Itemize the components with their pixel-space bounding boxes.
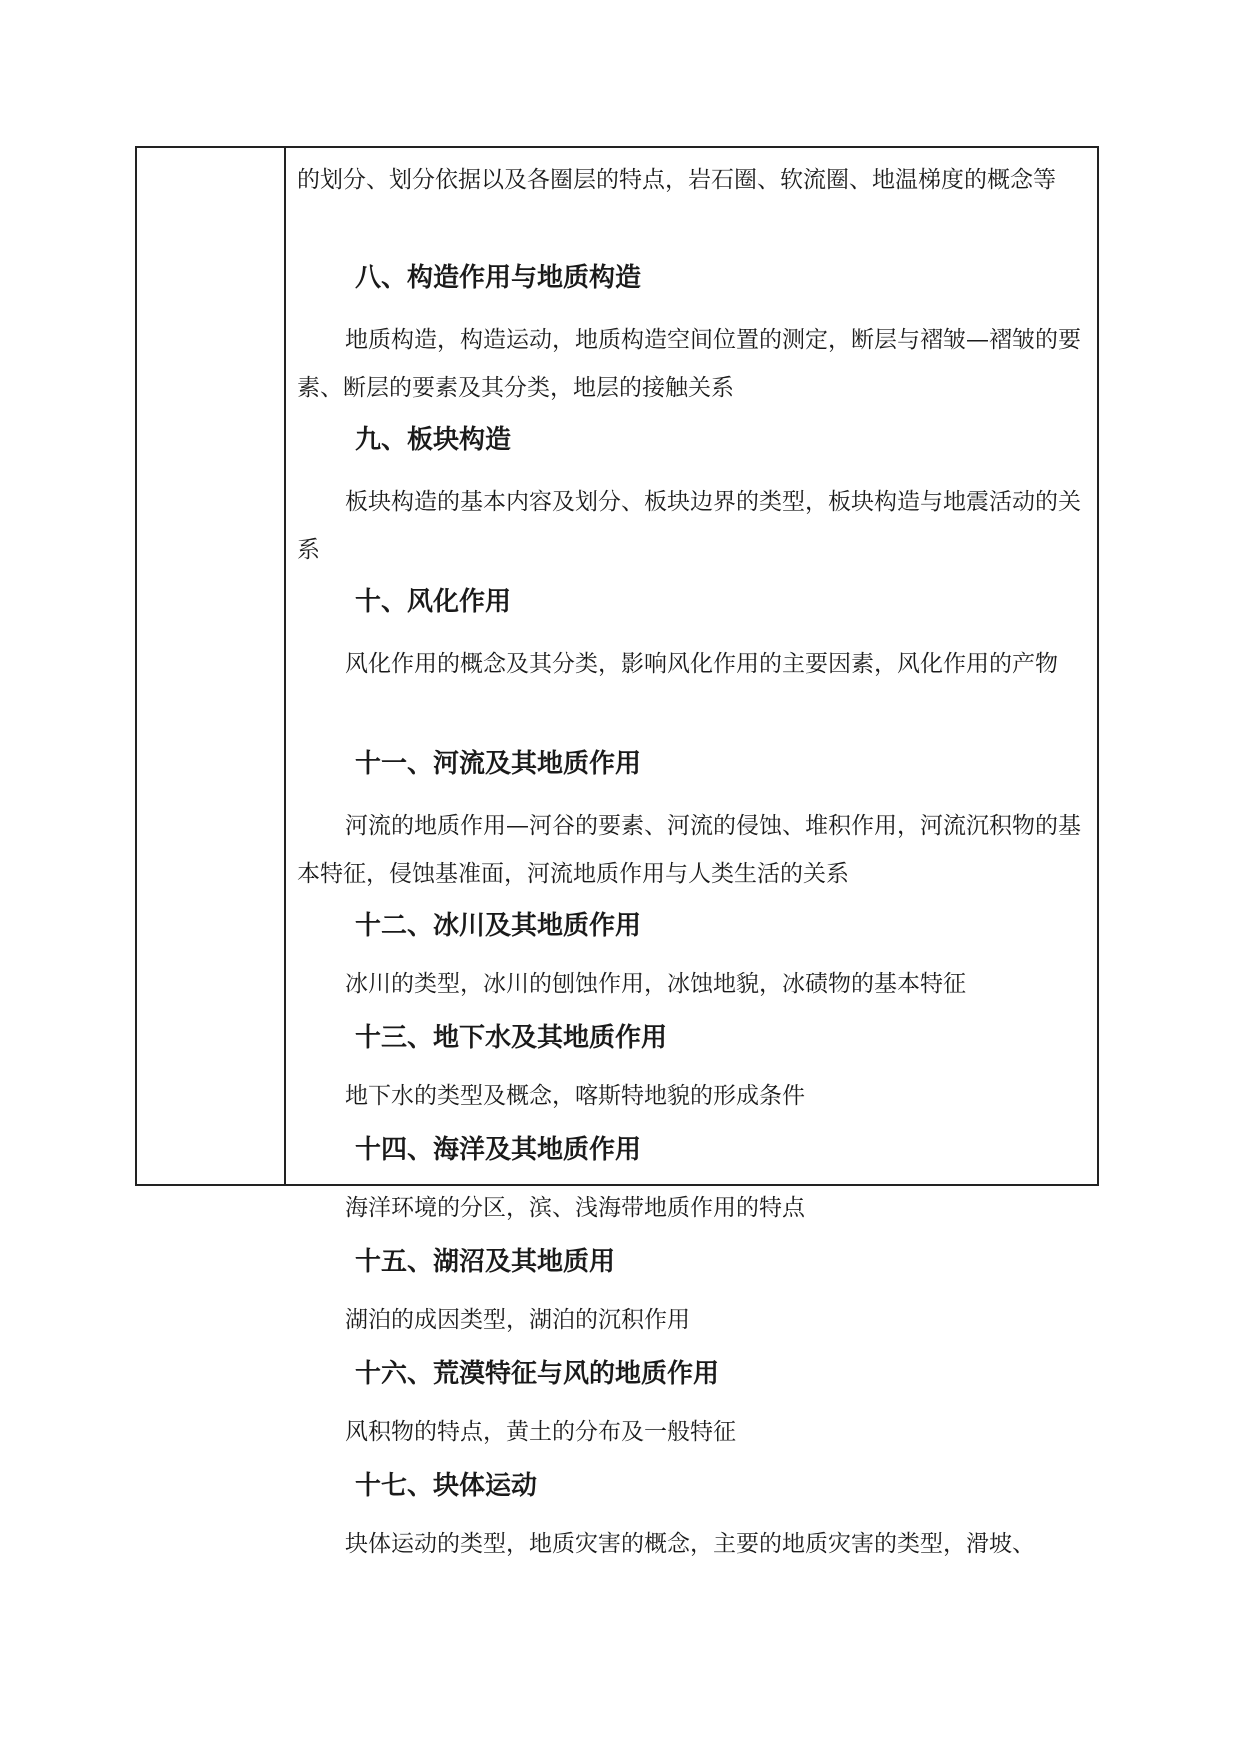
section-title: 十七、块体运动 — [355, 1471, 538, 1501]
section-title: 十三、地下水及其地质作用 — [355, 1023, 668, 1053]
section-title: 十四、海洋及其地质作用 — [355, 1135, 642, 1165]
section-body: 海洋环境的分区，滨、浅海带地质作用的特点 — [345, 1195, 805, 1221]
section-body: 板块构造的基本内容及划分、板块边界的类型，板块构造与地震活动的关系 — [297, 489, 1081, 563]
section-body: 块体运动的类型，地质灾害的概念，主要的地质灾害的类型，滑坡、 — [345, 1531, 1035, 1557]
syllabus-table — [135, 146, 1099, 1557]
column-divider — [284, 148, 286, 1184]
section-title: 九、板块构造 — [355, 425, 512, 455]
section-title: 十二、冰川及其地质作用 — [355, 911, 642, 941]
section-body: 河流的地质作用—河谷的要素、河流的侵蚀、堆积作用，河流沉积物的基本特征，侵蚀基准面，河流地质作用与人类生活的关系 — [297, 813, 1081, 887]
section-title: 十、风化作用 — [355, 587, 512, 617]
intro-text: 的划分、划分依据以及各圈层的特点，岩石圈、软流圈、地温梯度的概念等 — [297, 167, 1056, 193]
section-body: 风积物的特点，黄土的分布及一般特征 — [345, 1419, 736, 1445]
section-title: 十五、湖沼及其地质用 — [355, 1247, 616, 1277]
section-body: 地质构造，构造运动，地质构造空间位置的测定，断层与褶皱—褶皱的要素、断层的要素及其分类，地层的接触关系 — [297, 327, 1081, 401]
section-body: 冰川的类型，冰川的刨蚀作用，冰蚀地貌，冰碛物的基本特征 — [345, 971, 966, 997]
section-title: 八、构造作用与地质构造 — [355, 263, 642, 293]
section-body: 湖泊的成因类型，湖泊的沉积作用 — [345, 1307, 690, 1333]
section-body: 地下水的类型及概念，喀斯特地貌的形成条件 — [345, 1083, 805, 1109]
section-title: 十六、荒漠特征与风的地质作用 — [355, 1359, 720, 1389]
section-title: 十一、河流及其地质作用 — [355, 749, 642, 779]
section-body: 风化作用的概念及其分类，影响风化作用的主要因素，风化作用的产物 — [345, 651, 1058, 677]
